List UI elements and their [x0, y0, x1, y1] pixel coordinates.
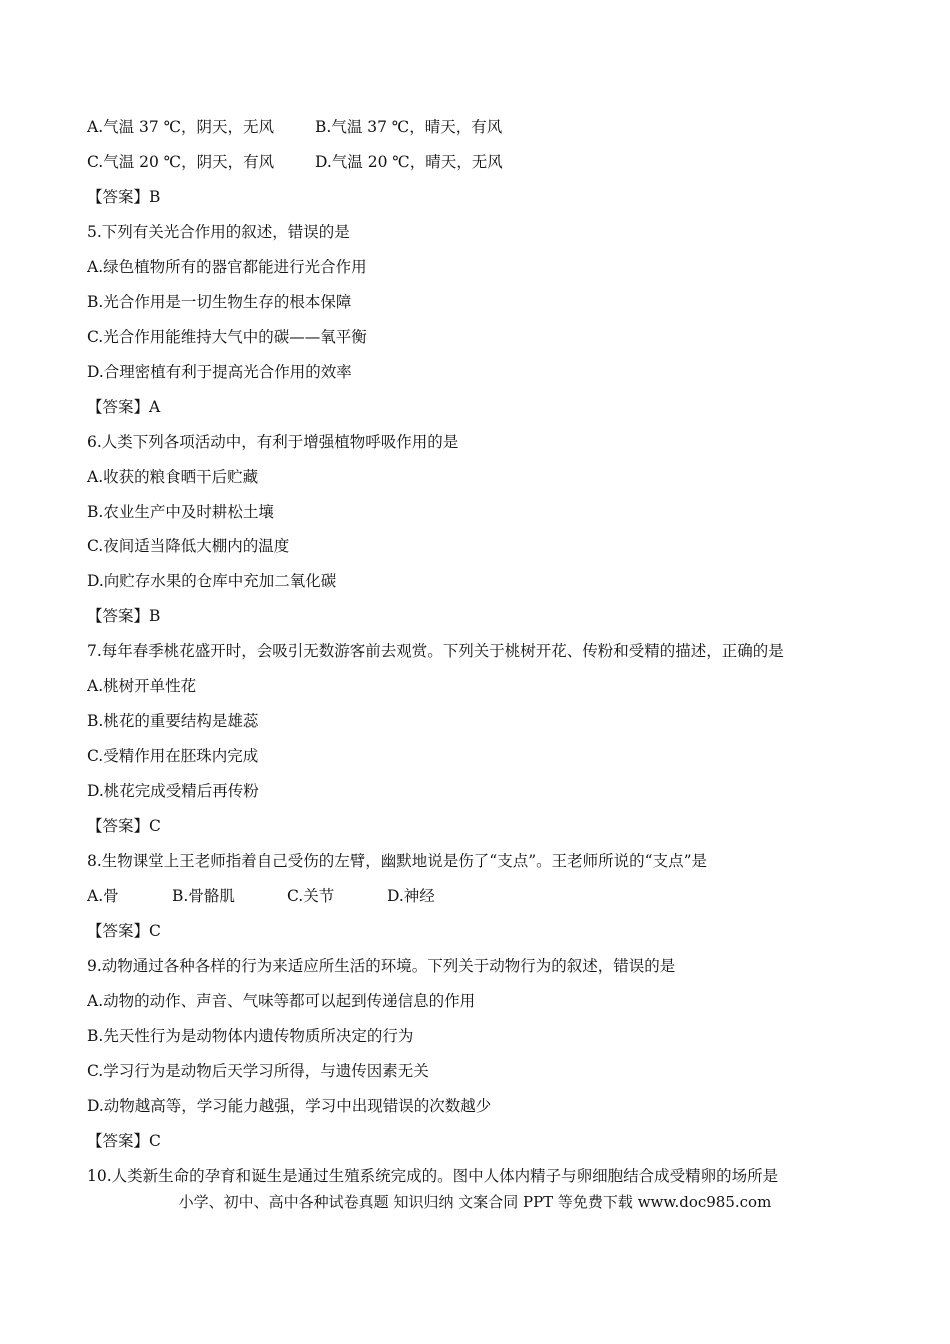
q5-option-a: A.绿色植物所有的器官都能进行光合作用: [87, 258, 367, 276]
q5-option-c: C.光合作用能维持大气中的碳——氧平衡: [87, 328, 367, 346]
q6-stem: 6.人类下列各项活动中，有利于增强植物呼吸作用的是: [87, 433, 459, 451]
q4-option-b: B.气温 37 ℃，晴天，有风: [315, 118, 503, 136]
q9-option-b: B.先天性行为是动物体内遗传物质所决定的行为: [87, 1027, 414, 1045]
q6-answer: 【答案】B: [87, 607, 161, 625]
q5-stem: 5.下列有关光合作用的叙述，错误的是: [87, 223, 350, 241]
q9-option-a: A.动物的动作、声音、气味等都可以起到传递信息的作用: [87, 992, 476, 1010]
q4-answer: 【答案】B: [87, 188, 161, 206]
q8-stem: 8.生物课堂上王老师指着自己受伤的左臂，幽默地说是伤了“支点”。王老师所说的“支点”是: [87, 852, 707, 870]
q6-option-a: A.收获的粮食晒干后贮藏: [87, 468, 259, 486]
q7-option-b: B.桃花的重要结构是雄蕊: [87, 712, 259, 730]
q6-option-c: C.夜间适当降低大棚内的温度: [87, 537, 290, 555]
q9-option-d: D.动物越高等，学习能力越强，学习中出现错误的次数越少: [87, 1097, 492, 1115]
q9-option-c: C.学习行为是动物后天学习所得，与遗传因素无关: [87, 1062, 429, 1080]
q8-option-a: A.骨: [87, 887, 119, 905]
q6-option-b: B.农业生产中及时耕松土壤: [87, 503, 274, 521]
q8-option-b: B.骨骼肌: [172, 887, 235, 905]
q7-option-d: D.桃花完成受精后再传粉: [87, 782, 259, 800]
q7-option-a: A.桃树开单性花: [87, 677, 197, 695]
q8-option-c: C.关节: [287, 887, 335, 905]
q7-option-c: C.受精作用在胚珠内完成: [87, 747, 259, 765]
q4-option-a: A.气温 37 ℃，阴天，无风: [87, 118, 275, 136]
page-footer: 小学、初中、高中各种试卷真题 知识归纳 文案合同 PPT 等免费下载 www.doc985.com: [178, 1193, 772, 1211]
q9-answer: 【答案】C: [87, 1132, 161, 1150]
q5-option-d: D.合理密植有利于提高光合作用的效率: [87, 363, 352, 381]
q7-stem: 7.每年春季桃花盛开时，会吸引无数游客前去观赏。下列关于桃树开花、传粉和受精的描述，正确的是: [87, 642, 784, 660]
q8-answer: 【答案】C: [87, 922, 161, 940]
q8-option-d: D.神经: [387, 887, 435, 905]
q5-answer: 【答案】A: [87, 398, 161, 416]
q4-option-c: C.气温 20 ℃，阴天，有风: [87, 153, 275, 171]
q5-option-b: B.光合作用是一切生物生存的根本保障: [87, 293, 352, 311]
q9-stem: 9.动物通过各种各样的行为来适应所生活的环境。下列关于动物行为的叙述，错误的是: [87, 957, 676, 975]
q6-option-d: D.向贮存水果的仓库中充加二氧化碳: [87, 572, 337, 590]
q7-answer: 【答案】C: [87, 817, 161, 835]
q10-stem: 10.人类新生命的孕育和诞生是通过生殖系统完成的。图中人体内精子与卵细胞结合成受精卵的场所是: [87, 1167, 779, 1185]
q4-option-d: D.气温 20 ℃，晴天，无风: [315, 153, 503, 171]
